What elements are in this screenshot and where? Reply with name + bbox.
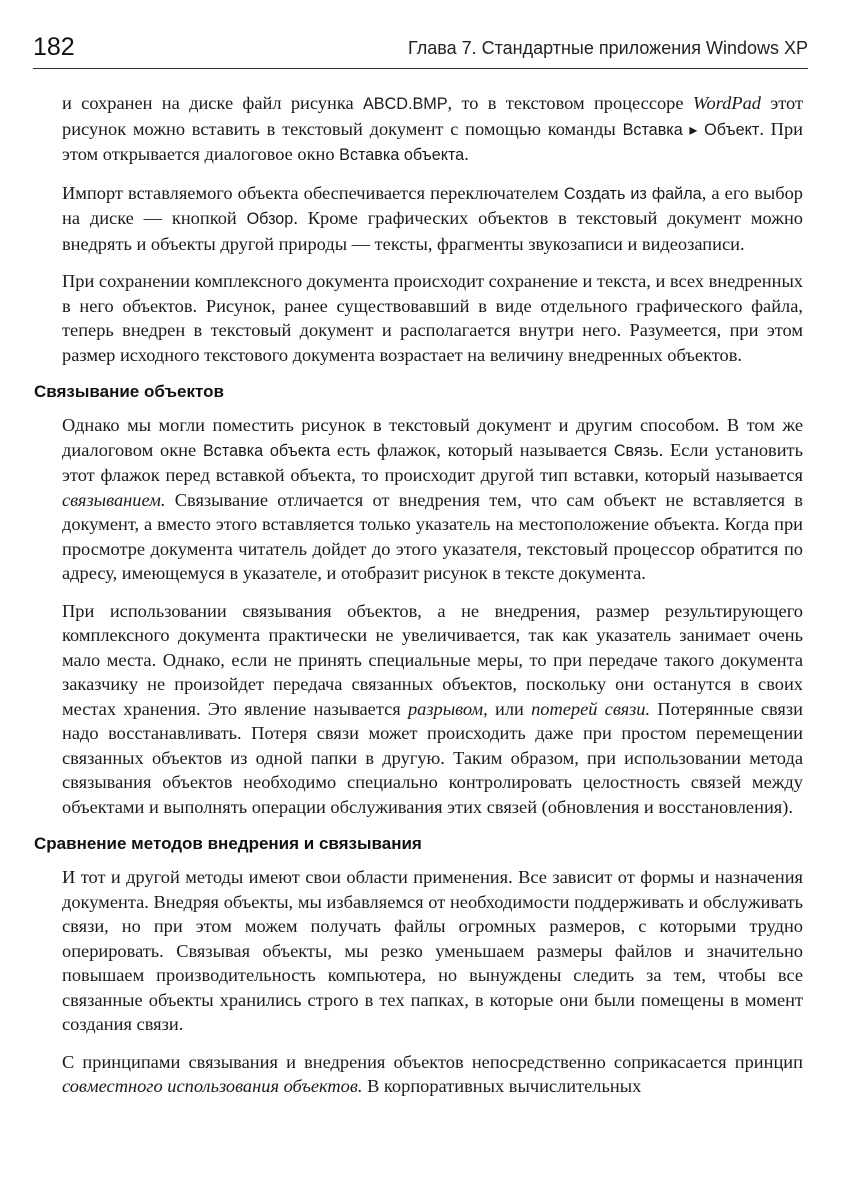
term-shared-use: совместного использования объектов. xyxy=(62,1076,363,1096)
dialog-name: Вставка объекта xyxy=(202,441,331,460)
paragraph-5: При использовании связывания объектов, а не внедрения, размер результирующего комплексного документа практически не увеличивается, так как указатель занимает очень мало места. Однако, если не принять специальные меры, то при передаче такого документа заказчику не произойдет передача связанных объектов, поскольку они останутся в своих местах хранения. Это явление называется разрывом, или потерей связи. Потерянные связи надо восстанавливать. Потеря связи может происходить даже при простом перемещении связанных объектов из одной папки в другую. Таким образом, при использовании метода связывания объектов необходимо специально контролировать целостность связей между объектами и выполнять операции обслуживания этих связей (обновления и восстановления). xyxy=(62,600,803,817)
term-link-loss: потерей связи. xyxy=(531,698,651,719)
menu-command: Вставка ▸ Объект xyxy=(622,120,760,139)
section-heading-linking: Связывание объектов xyxy=(34,382,224,401)
term-linking: связыванием. xyxy=(62,489,166,510)
chapter-title: Глава 7. Стандартные приложения Windows XP xyxy=(407,38,808,58)
header-rule xyxy=(33,68,808,69)
checkbox-name: Связь xyxy=(613,441,659,460)
section-heading-comparison: Сравнение методов внедрения и связывания xyxy=(34,834,422,853)
button-name: Обзор xyxy=(246,210,294,228)
paragraph-7: С принципами связывания и внедрения объектов непосредственно соприкасается принцип совместного использования объектов. В корпоративных вычислительных xyxy=(62,1051,803,1096)
switch-name: Создать из файла xyxy=(563,184,702,203)
app-name: WordPad xyxy=(692,93,761,113)
page-header xyxy=(33,33,808,63)
paragraph-6: И тот и другой методы имеют свои области применения. Все зависит от формы и назначения документа. Внедряя объекты, мы избавляемся от необходимости поддерживать и обслуживать связи, но при этом можем получать файлы огромных размеров, с которыми трудно оперировать. Связывая объекты, мы резко уменьшаем размеры файлов и значительно повышаем производительность компьютера, но вынуждены следить за тем, чтобы все связанные объекты хранились строго в тех папках, в которые они были помещены в момент создания связи. xyxy=(62,867,803,1034)
paragraph-3: При сохранении комплексного документа происходит сохранение и текста, и всех внедренных в него объектов. Рисунок, ранее существовавший в виде отдельного графического файла, теперь внедрен в текстовый документ и располагается внутри него. Разумеется, при этом размер исходного текстового документа возрастает на величину внедренных объектов. xyxy=(62,271,803,365)
page-number: 182 xyxy=(33,33,75,61)
page-body xyxy=(34,91,803,1112)
paragraph-1: и сохранен на диске файл рисунка ABCD.BMP, то в текстовом процессоре WordPad этот рисунок можно вставить в текстовый документ с помощью команды Вставка ▸ Объект. При этом открывается диалоговое окно Вставка объекта. xyxy=(62,93,803,164)
paragraph-2: Импорт вставляемого объекта обеспечивается переключателем Создать из файла, а его выбор на диске — кнопкой Обзор. Кроме графических объектов в текстовый документ можно внедрять и объекты другой природы — тексты, фрагменты звукозаписи и видеозаписи. xyxy=(62,182,803,254)
paragraph-4: Однако мы могли поместить рисунок в текстовый документ и другим способом. В том же диалоговом окне Вставка объекта есть флажок, который называется Связь. Если установить этот флажок перед вставкой объекта, то происходит другой тип вставки, который называется связыванием. Связывание отличается от внедрения тем, что сам объект не вставляется в документ, а вместо этого вставляется только указатель на местоположение объекта. Когда при просмотре документа читатель дойдет до этого указателя, текстовый процессор обратится по адресу, имеющемуся в указателе, и отобразит рисунок в тексте документа. xyxy=(62,415,803,583)
dialog-name: Вставка объекта xyxy=(339,146,465,164)
term-break: разрывом, xyxy=(407,698,488,719)
file-name: ABCD.BMP xyxy=(362,95,448,113)
